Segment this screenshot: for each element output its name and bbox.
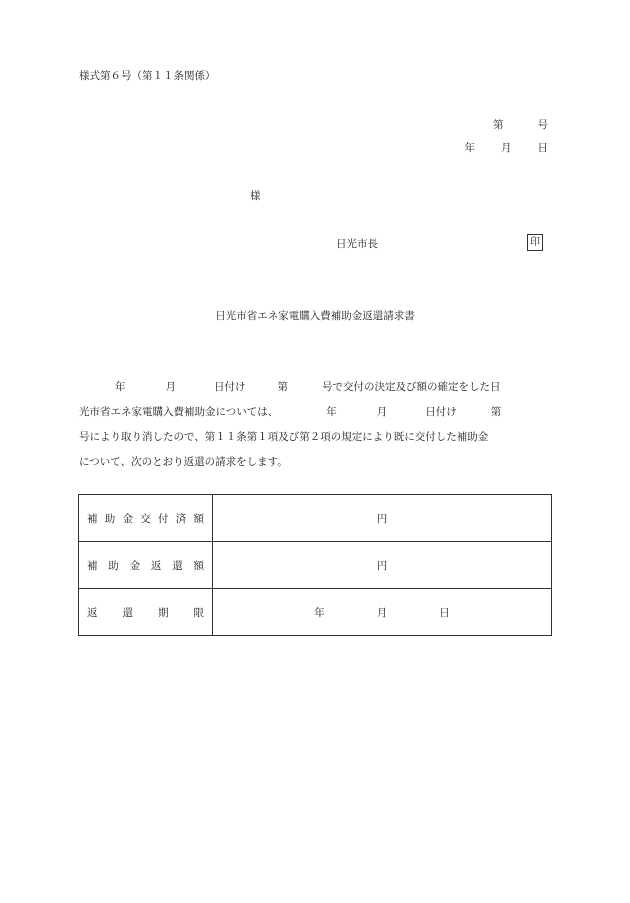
issuer-name: 日光市長 <box>336 238 378 250</box>
body-year: 年 <box>115 381 126 393</box>
body-text: 光市省エネ家電購入費補助金については、 <box>79 406 279 418</box>
label-char: 済 <box>175 512 187 525</box>
deadline-year: 年 <box>314 606 325 619</box>
body-line-3: 号により取り消したので、第１１条第１項及び第２項の規定により既に交付した補助金 <box>79 431 489 443</box>
deadline-month: 月 <box>376 606 388 619</box>
label-char: 補 <box>87 559 98 572</box>
seal-mark: 印 <box>527 234 543 251</box>
currency-unit: 円 <box>376 559 388 572</box>
date-month: 月 <box>501 142 512 154</box>
body-line-1 <box>79 379 501 394</box>
table-row <box>79 589 552 636</box>
document-number <box>493 117 548 132</box>
body-number-prefix: 第 <box>490 406 502 418</box>
document-title: 日光市省エネ家電購入費補助金返還請求書 <box>215 310 415 322</box>
label-char: 補 <box>87 512 98 525</box>
label-char: 限 <box>193 606 204 619</box>
table-row <box>79 542 552 589</box>
body-year: 年 <box>326 406 337 418</box>
date-year: 年 <box>464 142 475 154</box>
form-label: 様式第６号（第１１条関係） <box>79 70 216 82</box>
body-text: 号で交付の決定及び額の確定をした日 <box>322 381 501 393</box>
row-label <box>79 589 213 636</box>
label-char: 額 <box>193 559 204 572</box>
label-char: 期 <box>158 606 169 619</box>
row-label <box>79 495 213 542</box>
body-dated: 日付け <box>214 381 246 393</box>
deadline-day: 日 <box>439 606 450 619</box>
date-day: 日 <box>537 142 548 154</box>
label-char: 金 <box>122 512 133 525</box>
body-month: 月 <box>165 381 176 393</box>
label-char: 額 <box>193 512 204 525</box>
grant-amount-field[interactable] <box>213 495 552 542</box>
issue-date <box>465 140 549 155</box>
label-char: 交 <box>140 512 151 525</box>
label-char: 還 <box>172 559 183 572</box>
label-char: 返 <box>150 559 162 572</box>
recipient: 様 <box>250 190 261 202</box>
table-row <box>79 495 552 542</box>
body-month: 月 <box>376 406 388 418</box>
label-char: 助 <box>108 559 119 572</box>
currency-unit: 円 <box>376 512 388 525</box>
refund-deadline-field[interactable] <box>213 589 552 636</box>
label-char: 返 <box>87 606 98 619</box>
row-label <box>79 542 213 589</box>
body-number-prefix: 第 <box>277 381 288 393</box>
doc-number-suffix: 号 <box>537 119 548 131</box>
label-char: 付 <box>158 512 169 525</box>
body-line-4: について、次のとおり返還の請求をします。 <box>79 456 288 468</box>
refund-table <box>78 494 552 636</box>
body-line-2 <box>79 404 501 419</box>
label-char: 金 <box>129 559 141 572</box>
body-dated: 日付け <box>425 406 457 418</box>
label-char: 助 <box>104 512 116 525</box>
doc-number-prefix: 第 <box>493 119 504 131</box>
refund-amount-field[interactable] <box>213 542 552 589</box>
label-char: 還 <box>122 606 133 619</box>
